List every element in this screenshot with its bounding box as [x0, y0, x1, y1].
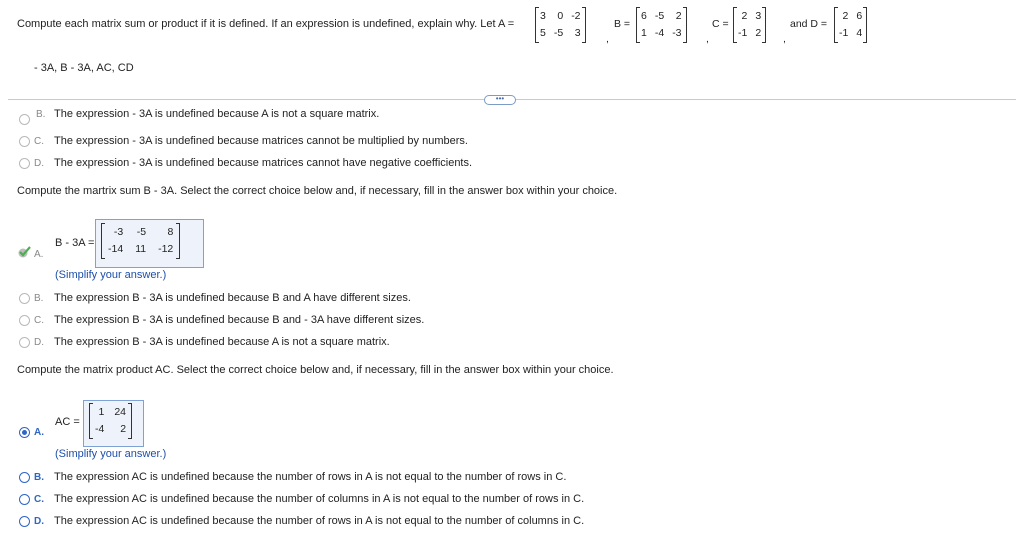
- matrix-cell: 3: [540, 10, 546, 22]
- matrix-cell: -3: [113, 226, 124, 238]
- option-text: The expression AC is undefined because the number of columns in A is not equal to the number of rows in C.: [54, 493, 585, 505]
- option-letter: B.: [36, 109, 46, 120]
- matrix-cell: 2: [755, 27, 762, 39]
- option-radio-b[interactable]: [19, 472, 30, 483]
- label-and-d: and D =: [790, 18, 828, 30]
- matrix-cell: -4: [95, 423, 105, 435]
- matrix-cell: 6: [641, 10, 647, 22]
- matrix-cell: -2: [571, 10, 581, 22]
- question-ac: Compute the matrix product AC. Select the correct choice below and, if necessary, fill in the answer box within your choice.: [17, 364, 614, 376]
- option-letter: B.: [34, 293, 44, 304]
- option-letter: D.: [34, 158, 44, 169]
- option-text-cut: The expression - 3A is undefined because A is not a square matrix.: [54, 108, 380, 120]
- matrix-cell: -3: [672, 27, 682, 39]
- matrix-cell: 6: [856, 10, 863, 22]
- comma: ,: [706, 33, 709, 45]
- matrix-cell: 11: [135, 243, 147, 255]
- matrix-cell: 2: [120, 423, 127, 435]
- option-radio-d[interactable]: [19, 158, 30, 169]
- option-text: The expression - 3A is undefined because matrices cannot be multiplied by numbers.: [54, 135, 468, 147]
- matrix-cell: -5: [136, 226, 147, 238]
- option-letter: C.: [34, 315, 44, 326]
- comma: ,: [606, 33, 609, 45]
- option-radio-a-selected[interactable]: [19, 427, 30, 438]
- matrix-cell: 4: [856, 27, 863, 39]
- matrix-cell: 8: [167, 226, 174, 238]
- option-letter: D.: [34, 516, 44, 527]
- option-text: The expression B - 3A is undefined because B and A have different sizes.: [54, 292, 411, 304]
- option-radio-d[interactable]: [19, 337, 30, 348]
- option-radio-c[interactable]: [19, 136, 30, 147]
- expressions-list: - 3A, B - 3A, AC, CD: [34, 62, 134, 74]
- option-radio-c[interactable]: [19, 315, 30, 326]
- matrix-cell: 3: [755, 10, 762, 22]
- option-letter: B.: [34, 472, 44, 483]
- matrix-c: [733, 8, 766, 42]
- matrix-cell: -4: [654, 27, 665, 39]
- matrix-d: [834, 8, 867, 42]
- simplify-hint: (Simplify your answer.): [55, 448, 167, 460]
- matrix-cell: 24: [114, 406, 127, 418]
- answer-matrix: [89, 404, 132, 438]
- option-text: The expression - 3A is undefined because matrices cannot have negative coefficients.: [54, 157, 473, 169]
- option-letter: A.: [34, 249, 44, 260]
- option-text: The expression AC is undefined because the number of rows in A is not equal to the number of columns in C.: [54, 515, 585, 527]
- matrix-cell: 2: [675, 10, 682, 22]
- question-b-minus-3a: Compute the martrix sum B - 3A. Select the correct choice below and, if necessary, fill in the answer box within your choice.: [17, 185, 618, 197]
- matrix-cell: -5: [553, 27, 564, 39]
- label-c: C =: [712, 18, 729, 30]
- option-radio-b[interactable]: [19, 293, 30, 304]
- matrix-cell: -12: [158, 243, 174, 255]
- matrix-cell: 1: [641, 27, 647, 39]
- matrix-cell: -5: [654, 10, 665, 22]
- option-radio-d[interactable]: [19, 516, 30, 527]
- option-letter: A.: [34, 427, 44, 438]
- option-text: The expression B - 3A is undefined because A is not a square matrix.: [54, 336, 390, 348]
- matrix-a: [535, 8, 586, 42]
- option-text: The expression AC is undefined because the number of rows in A is not equal to the number of rows in C.: [54, 471, 567, 483]
- answer-label: AC =: [55, 416, 80, 428]
- matrix-cell: 1: [98, 406, 105, 418]
- answer-matrix: [101, 224, 180, 258]
- option-text: The expression B - 3A is undefined because B and - 3A have different sizes.: [54, 314, 425, 326]
- matrix-cell: 2: [842, 10, 849, 22]
- answer-label: B - 3A =: [55, 237, 95, 249]
- option-letter: C.: [34, 494, 44, 505]
- correct-check-icon: [18, 246, 32, 258]
- matrix-b: [636, 8, 687, 42]
- matrix-cell: 3: [574, 27, 581, 39]
- comma: ,: [783, 33, 786, 45]
- matrix-cell: -1: [738, 27, 748, 39]
- expand-ellipsis-button[interactable]: •••: [484, 95, 516, 105]
- matrix-cell: 0: [557, 10, 564, 22]
- option-letter: D.: [34, 337, 44, 348]
- option-radio-b[interactable]: [19, 114, 30, 125]
- simplify-hint: (Simplify your answer.): [55, 269, 167, 281]
- option-radio-c[interactable]: [19, 494, 30, 505]
- matrix-cell: -14: [108, 243, 124, 255]
- label-b: B =: [614, 18, 631, 30]
- matrix-cell: 5: [540, 27, 546, 39]
- option-letter: C.: [34, 136, 44, 147]
- matrix-cell: -1: [839, 27, 849, 39]
- problem-prompt: Compute each matrix sum or product if it is defined. If an expression is undefined, explain why. Let A =: [17, 18, 515, 30]
- matrix-cell: 2: [741, 10, 748, 22]
